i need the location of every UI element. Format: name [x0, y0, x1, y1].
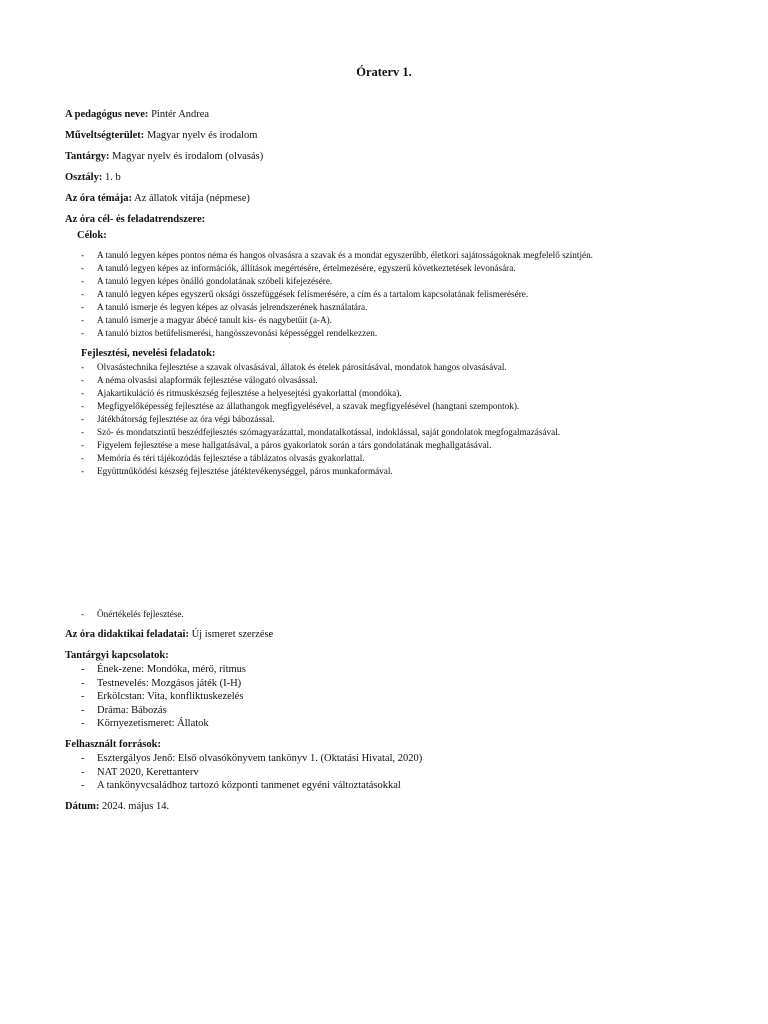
- area-line: [65, 130, 257, 141]
- sources-header: [65, 739, 161, 750]
- class-line: [65, 172, 121, 183]
- topic-value: Az állatok vitája (népmese): [134, 193, 250, 204]
- list-item: - Olvasástechnika fejlesztése a szavak olvasásával, állatok és ételek párosításával, mondatok hangos olvasásával.: [81, 361, 560, 374]
- list-item: - Együttműködési készség fejlesztése játéktevékenységgel, páros munkaformával.: [81, 465, 560, 478]
- list-item: - Szó- és mondatszintű beszédfejlesztés szómagyarázattal, mondatalkotással, indoklással, saját gondolatok megfogalmazásával.: [81, 426, 560, 439]
- goals-list: [81, 249, 593, 340]
- list-item: - Játékbátorság fejlesztése az óra végi bábozással.: [81, 413, 560, 426]
- subject-line: [65, 151, 263, 162]
- list-item: - Figyelem fejlesztése a mese hallgatásával, a páros gyakorlatok során a társ gondolatának meghallgatásával.: [81, 439, 560, 452]
- teacher-label: A pedagógus neve:: [65, 109, 149, 120]
- didactic-value: Új ismeret szerzése: [191, 629, 274, 640]
- list-item: - Megfigyelőképesség fejlesztése az állathangok megfigyelésével, a szavak megfigyelésével (hangtani szempontok).: [81, 400, 560, 413]
- sources-list: [81, 752, 422, 793]
- list-item: - A tanuló legyen képes pontos néma és hangos olvasásra a szavak és a mondat egyszerűbb, életkori sajátosságoknak megfelelő szintjén.: [81, 249, 593, 262]
- tasks-list: [81, 361, 560, 478]
- date-value: 2024. május 14.: [102, 801, 170, 812]
- list-item: - Esztergályos Jenő: Első olvasókönyvem tankönyv 1. (Oktatási Hivatal, 2020): [81, 752, 422, 766]
- teacher-line: [65, 109, 209, 120]
- connections-header: [65, 650, 169, 661]
- tasks-label: Fejlesztési, nevelési feladatok:: [81, 348, 216, 359]
- date-line: [65, 801, 169, 812]
- area-value: Magyar nyelv és irodalom: [146, 130, 258, 141]
- list-item: - A tanuló legyen képes önálló gondolatának szóbeli kifejezésére.: [81, 275, 593, 288]
- didactic-label: Az óra didaktikai feladatai:: [65, 629, 189, 640]
- goals-header-line: [65, 214, 205, 225]
- goals-header-label: Az óra cél- és feladatrendszere:: [65, 214, 206, 225]
- document-title: Óraterv 1.: [356, 65, 412, 79]
- teacher-value: Pintér Andrea: [151, 109, 210, 120]
- list-item: - Memória és téri tájékozódás fejlesztése a táblázatos olvasás gyakorlattal.: [81, 452, 560, 465]
- connections-list: [81, 663, 246, 731]
- list-item: - Dráma: Bábozás: [81, 704, 246, 718]
- class-value: 1. b: [104, 172, 121, 183]
- didactic-line: [65, 629, 273, 640]
- list-item: - A tanuló legyen képes az információk, állítások megértésére, értelmezésére, egyszerű következtetések levonására.: [81, 262, 593, 275]
- subject-label: Tantárgy:: [65, 151, 110, 162]
- list-item: - Ének-zene: Mondóka, mérő, ritmus: [81, 663, 246, 677]
- goals-label: Célok:: [77, 230, 107, 241]
- area-label: Műveltségterület:: [65, 130, 145, 141]
- list-item: - Önértékelés fejlesztése.: [81, 608, 184, 621]
- list-item: - A tanuló ismerje a magyar ábécé tanult kis- és nagybetűit (a-A).: [81, 314, 593, 327]
- list-item: - A tanuló biztos betűfelismerési, hangösszevonási képességgel rendelkezzen.: [81, 327, 593, 340]
- class-label: Osztály:: [65, 172, 103, 183]
- list-item: - A tanuló ismerje és legyen képes az olvasás jelrendszerének használatára.: [81, 301, 593, 314]
- list-item: - Ajakartikuláció és ritmuskészség fejlesztése a helyesejtési gyakorlattal (mondóka).: [81, 387, 560, 400]
- list-item: - NAT 2020, Kerettanterv: [81, 766, 422, 780]
- list-item: - A tanuló legyen képes egyszerű oksági összefüggések felismerésére, a cím és a tartalom kapcsolatának felismerésére.: [81, 288, 593, 301]
- list-item: - Testnevelés: Mozgásos játék (I-H): [81, 677, 246, 691]
- tasks-extra-list: [81, 608, 184, 621]
- date-label: Dátum:: [65, 801, 100, 812]
- subject-value: Magyar nyelv és irodalom (olvasás): [112, 151, 264, 162]
- list-item: - A tankönyvcsaládhoz tartozó központi tanmenet egyéni változtatásokkal: [81, 779, 422, 793]
- sources-label: Felhasznált források:: [65, 739, 161, 750]
- topic-line: [65, 193, 250, 204]
- list-item: - A néma olvasási alapformák fejlesztése válogató olvasással.: [81, 374, 560, 387]
- topic-label: Az óra témája:: [65, 193, 133, 204]
- list-item: - Környezetismeret: Állatok: [81, 717, 246, 731]
- connections-label: Tantárgyi kapcsolatok:: [65, 650, 169, 661]
- list-item: - Erkölcstan: Vita, konfliktuskezelés: [81, 690, 246, 704]
